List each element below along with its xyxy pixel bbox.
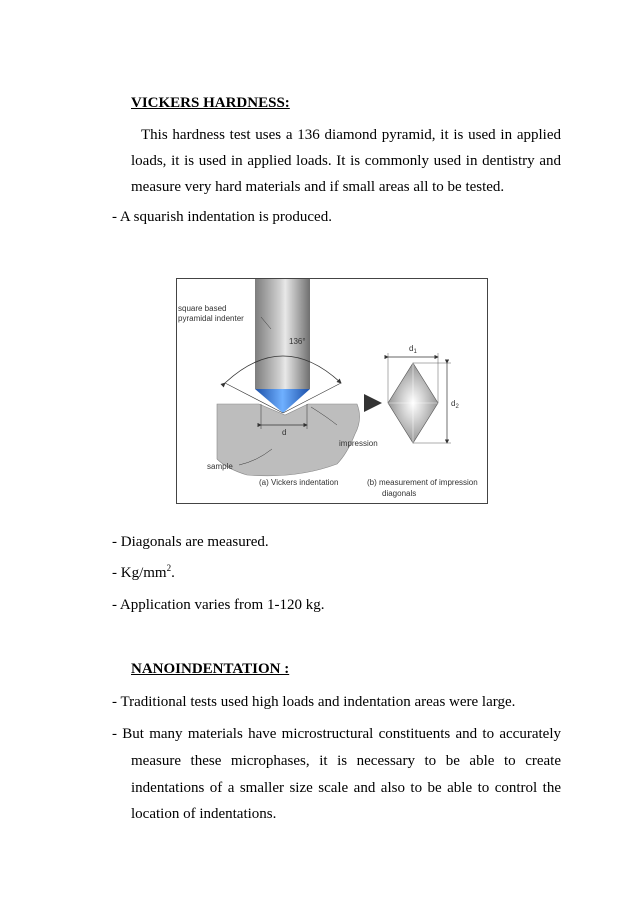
label-angle: 136° — [289, 337, 306, 346]
label-d: d — [282, 428, 287, 437]
nanoindentation-heading: NANOINDENTATION : — [131, 661, 290, 677]
indenter-shaft — [255, 279, 310, 389]
caption-a: (a) Vickers indentation — [259, 478, 339, 487]
vickers-bullet-units: - $Kg/mm^2$. — [112, 563, 175, 581]
label-d1: $d_1$ — [409, 344, 417, 355]
nano-bullet2-line-4: location of indentations. — [131, 806, 277, 822]
vickers-bullet-diagonals: - Diagonals are measured. — [112, 534, 269, 550]
label-d2: $d_2$ — [451, 399, 459, 410]
vickers-para-line-2: loads, it is used in applied loads. It is commonly used in dentistry and — [131, 153, 561, 169]
nano-bullet2-line-2: measure these microphases, it is necessary to be able to create — [131, 753, 561, 769]
label-sample: sample — [207, 462, 233, 471]
label-indenter-2: pyramidal indenter — [178, 314, 244, 323]
nano-bullet2-line-1: - But many materials have microstructural constituents and to accurately — [112, 726, 561, 742]
vickers-para-line-3: measure very hard materials and if small areas all to be tested. — [131, 179, 505, 195]
vickers-para-line-1: This hardness test uses a 136 diamond pyramid, it is used in applied — [141, 127, 561, 143]
caption-b-line-1: (b) measurement of impression — [367, 478, 478, 487]
caption-b-line-2: diagonals — [382, 489, 417, 498]
label-indenter-1: square based — [178, 304, 227, 313]
label-impression: impression — [339, 439, 378, 448]
vickers-bullet-application: - Application varies from 1-120 kg. — [112, 597, 325, 613]
vickers-heading: VICKERS HARDNESS: — [131, 95, 290, 111]
vickers-figure-svg — [177, 279, 487, 503]
vickers-indentation-figure — [176, 278, 488, 504]
nano-bullet-traditional: - Traditional tests used high loads and indentation areas were large. — [112, 694, 516, 710]
vickers-bullet-squarish: - A squarish indentation is produced. — [112, 209, 332, 225]
nano-bullet2-line-3: indentations of a smaller size scale and also to be able to control the — [131, 780, 561, 796]
